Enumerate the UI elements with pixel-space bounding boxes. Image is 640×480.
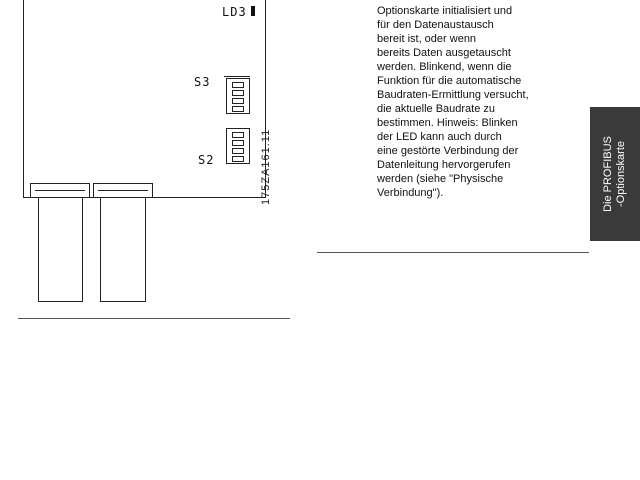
switch-s2-lever-4 [232,156,244,162]
switch-s2-lever-3 [232,148,244,154]
right-section-rule [317,252,589,253]
switch-s3-label: S3 [194,75,211,89]
switch-s3 [226,78,250,114]
board-left-edge [23,0,24,198]
led-ld3-indicator [251,6,255,16]
switch-s2-lever-1 [232,132,244,138]
figure-id: 175ZA161.11 [260,128,272,205]
side-tab-line-1: Die PROFIBUS [602,136,614,212]
side-tab-line-2: -Optionskarte [615,140,627,208]
switch-s2-lever-2 [232,140,244,146]
body-text-paragraph: Optionskarte initialisiert und für den Datenaustausch bereit ist, oder wenn bereits Daten ausgetauscht werden. Blinkend, wenn die Funktion für die automatische Baudraten-Ermittlung versucht, die aktuelle Baudrate zu bestimmen. Hinweis: Blinken der LED kann auch durch eine gestörte Verbindung der Datenleitung hervorgerufen werden (siehe "Physische Verbindung"). [377,5,529,199]
left-section-rule [18,318,290,319]
switch-s3-outline [224,76,250,77]
chapter-side-tab [590,107,640,241]
switch-s3-lever-2 [232,90,244,96]
chapter-side-tab-label [590,107,640,241]
switch-s2 [226,128,250,164]
switch-s3-lever-1 [232,82,244,88]
switch-s3-lever-3 [232,98,244,104]
switch-s3-lever-4 [232,106,244,112]
led-ld3-label: LD3 [222,5,247,19]
switch-s2-label: S2 [198,153,215,167]
